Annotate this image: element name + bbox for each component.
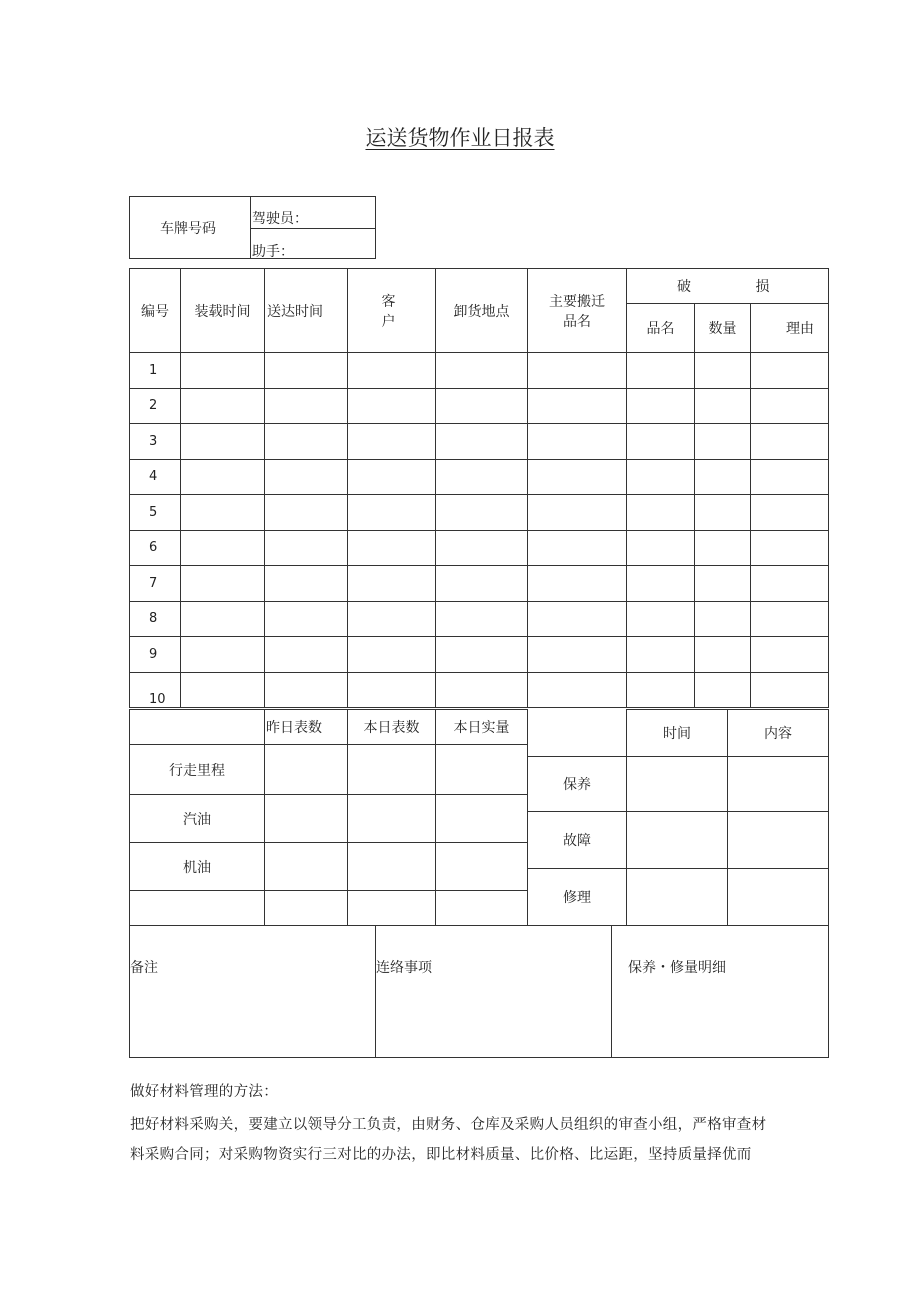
table-cell — [751, 566, 829, 602]
table-cell — [627, 601, 695, 637]
table-row — [130, 637, 829, 673]
table-row — [130, 601, 829, 637]
contact-items-cell: 连络事项 — [376, 926, 612, 1058]
table-cell — [265, 388, 348, 424]
table-cell — [695, 530, 751, 566]
header-deliver-time: 送达时间 — [265, 269, 348, 353]
meter-table — [129, 709, 528, 926]
table-cell — [436, 601, 528, 637]
meter-blank-header — [130, 710, 265, 745]
table-cell — [265, 424, 348, 460]
table-cell — [181, 459, 265, 495]
table-cell — [181, 495, 265, 531]
table-cell — [528, 353, 627, 389]
driver-label: 驾驶员： — [252, 211, 308, 227]
plate-number-label: 车牌号码 — [160, 221, 216, 237]
mileage-label: 行走里程 — [130, 745, 265, 795]
table-cell — [265, 353, 348, 389]
header-goods-name: 主要搬迁 品名 — [528, 269, 627, 353]
table-cell — [181, 424, 265, 460]
page-title: 运送货物作业日报表 — [365, 126, 555, 150]
header-no: 编号 — [130, 269, 181, 353]
table-row — [130, 566, 829, 602]
table-cell — [627, 353, 695, 389]
table-cell — [265, 637, 348, 673]
row-number: 7 — [130, 566, 181, 602]
maintenance-detail-cell: 保养・修量明细 — [612, 926, 829, 1058]
header-damage-qty: 数量 — [695, 304, 751, 353]
table-cell — [348, 637, 436, 673]
table-row — [130, 353, 829, 389]
table-cell — [265, 672, 348, 708]
table-cell — [528, 672, 627, 708]
table-cell — [181, 672, 265, 708]
assistant-label: 助手： — [252, 244, 294, 260]
table-cell — [348, 601, 436, 637]
table-cell — [181, 637, 265, 673]
table-cell — [436, 566, 528, 602]
table-cell — [528, 601, 627, 637]
text-heading: 做好材料管理的方法： — [130, 1084, 278, 1100]
table-cell — [265, 459, 348, 495]
table-cell — [695, 601, 751, 637]
table-cell — [528, 530, 627, 566]
table-cell — [627, 388, 695, 424]
engine-oil-label: 机油 — [130, 843, 265, 891]
text-line-1: 把好材料采购关，要建立以领导分工负责，由财务、仓库及采购人员组织的审查小组，严格审查材 — [130, 1117, 767, 1133]
table-cell — [348, 424, 436, 460]
table-cell — [181, 601, 265, 637]
table-cell — [695, 637, 751, 673]
table-row — [130, 388, 829, 424]
table-cell — [751, 495, 829, 531]
table-cell — [348, 672, 436, 708]
table-cell — [436, 388, 528, 424]
table-cell — [348, 566, 436, 602]
repair-label: 修理 — [528, 869, 627, 926]
table-cell — [627, 566, 695, 602]
text-line-2: 料采购合同；对采购物资实行三对比的办法，即比材料质量、比价格、比运距，坚持质量择优而 — [130, 1147, 752, 1163]
table-cell — [528, 459, 627, 495]
header-damage-name: 品名 — [627, 304, 695, 353]
header-load-time: 装载时间 — [181, 269, 265, 353]
table-cell — [181, 353, 265, 389]
table-cell — [265, 566, 348, 602]
table-cell — [528, 424, 627, 460]
table-row — [130, 424, 829, 460]
row-number: 2 — [130, 388, 181, 424]
table-cell — [751, 672, 829, 708]
row-number: 4 — [130, 459, 181, 495]
table-cell — [695, 672, 751, 708]
table-cell — [695, 388, 751, 424]
table-cell — [751, 459, 829, 495]
table-cell — [751, 637, 829, 673]
table-cell — [695, 353, 751, 389]
header-damage: 破 损 — [627, 269, 829, 304]
table-row — [130, 495, 829, 531]
row-number: 10 — [130, 672, 181, 708]
maintenance-content-header: 内容 — [728, 710, 829, 757]
delivery-table — [129, 268, 829, 708]
maintenance-time-header: 时间 — [627, 710, 728, 757]
row-number: 5 — [130, 495, 181, 531]
table-cell — [181, 388, 265, 424]
table-cell — [348, 530, 436, 566]
meter-actual-header: 本日实量 — [436, 710, 528, 745]
table-cell — [348, 388, 436, 424]
table-cell — [436, 672, 528, 708]
header-unload-place: 卸货地点 — [436, 269, 528, 353]
maintenance-table — [527, 709, 829, 926]
row-number: 3 — [130, 424, 181, 460]
table-cell — [695, 459, 751, 495]
meter-yesterday-header: 昨日表数 — [265, 710, 348, 745]
table-row — [130, 530, 829, 566]
table-cell — [348, 495, 436, 531]
table-row — [130, 672, 829, 708]
table-cell — [627, 637, 695, 673]
table-cell — [627, 672, 695, 708]
table-cell — [528, 388, 627, 424]
row-number: 1 — [130, 353, 181, 389]
table-cell — [528, 637, 627, 673]
table-cell — [528, 566, 627, 602]
upkeep-label: 保养 — [528, 757, 627, 812]
table-cell — [436, 353, 528, 389]
table-cell — [265, 601, 348, 637]
table-cell — [436, 424, 528, 460]
meter-today-header: 本日表数 — [348, 710, 436, 745]
header-damage-reason: 理由 — [751, 304, 829, 353]
table-cell — [181, 566, 265, 602]
table-cell — [751, 388, 829, 424]
row-number: 8 — [130, 601, 181, 637]
table-cell — [751, 601, 829, 637]
fault-label: 故障 — [528, 812, 627, 869]
table-cell — [627, 530, 695, 566]
table-cell — [265, 530, 348, 566]
table-cell — [751, 353, 829, 389]
vehicle-info-box — [129, 196, 376, 259]
table-row — [130, 459, 829, 495]
table-cell — [751, 530, 829, 566]
table-cell — [436, 459, 528, 495]
table-cell — [695, 566, 751, 602]
remarks-cell: 备注 — [130, 926, 376, 1058]
table-cell — [436, 637, 528, 673]
table-cell — [265, 495, 348, 531]
table-cell — [627, 459, 695, 495]
table-cell — [528, 495, 627, 531]
table-cell — [181, 530, 265, 566]
row-number: 9 — [130, 637, 181, 673]
table-cell — [627, 495, 695, 531]
header-customer: 客 户 — [348, 269, 436, 353]
table-cell — [751, 424, 829, 460]
gasoline-label: 汽油 — [130, 795, 265, 843]
table-cell — [436, 530, 528, 566]
row-number: 6 — [130, 530, 181, 566]
table-cell — [436, 495, 528, 531]
table-cell — [695, 495, 751, 531]
table-cell — [627, 424, 695, 460]
table-cell — [348, 353, 436, 389]
table-cell — [695, 424, 751, 460]
notes-table — [129, 925, 829, 1058]
table-cell — [348, 459, 436, 495]
